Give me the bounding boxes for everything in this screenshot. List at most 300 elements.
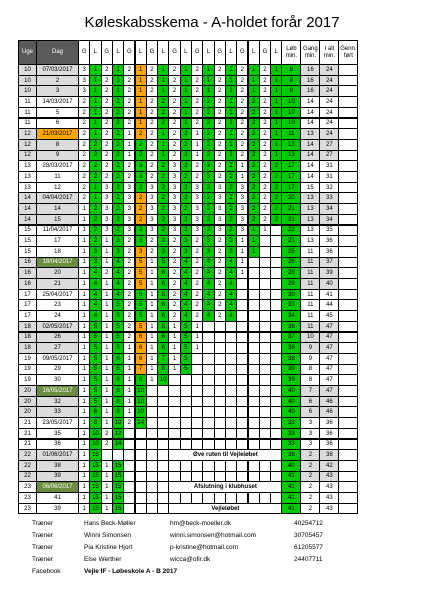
run-minutes-cell: 1 [89, 107, 101, 119]
walk-minutes-cell: 2 [146, 246, 158, 258]
day-cell: 41 [36, 492, 79, 504]
walk-minutes-cell: 1 [191, 128, 203, 140]
trainer-row [32, 532, 412, 543]
run-minutes-cell: 15 [112, 492, 124, 504]
walk-minutes-cell: 1 [78, 374, 90, 386]
week-cell: 12 [18, 128, 37, 140]
walk-minutes-cell: 1 [78, 214, 90, 226]
walk-minutes-cell: 2 [214, 107, 226, 119]
run-minutes-cell: 2 [112, 203, 124, 215]
day-cell: 2 [36, 75, 79, 87]
walk-minutes-cell: 1 [146, 342, 158, 354]
run-minutes-cell: 4 [112, 257, 124, 269]
walk-total-cell: 11 [300, 289, 320, 301]
run-minutes-cell: 1 [89, 118, 101, 130]
run-total-cell: 38 [281, 342, 301, 354]
week-cell: 23 [18, 481, 37, 493]
run-minutes-cell: 4 [180, 278, 192, 290]
run-total-cell: 28 [281, 267, 301, 279]
sum-total-cell: 36 [319, 428, 339, 440]
run-minutes-cell: 2 [225, 214, 237, 226]
walk-minutes-cell: 2 [101, 160, 113, 172]
walk-minutes-cell: 1 [146, 310, 158, 322]
walk-minutes-cell: 3 [101, 225, 113, 237]
week-cell: 19 [18, 364, 37, 376]
sum-total-cell: 24 [319, 118, 339, 130]
run-minutes-cell: 1 [135, 118, 147, 130]
walk-minutes-cell: 3 [236, 192, 248, 204]
run-minutes-cell: 2 [202, 192, 214, 204]
run-total-cell: 36 [281, 449, 301, 461]
run-minutes-cell: 6 [135, 353, 147, 365]
walk-minutes-cell: 2 [123, 278, 135, 290]
run-minutes-cell: 5 [89, 342, 101, 354]
facebook-label: Facebook [32, 568, 61, 575]
run-minutes-cell: 1 [270, 64, 282, 76]
walk-minutes-cell: 1 [101, 289, 113, 301]
run-minutes-cell: 15 [89, 460, 101, 472]
walk-minutes-cell: 3 [123, 225, 135, 237]
walk-minutes-cell: 2 [101, 267, 113, 279]
walk-minutes-cell: 2 [259, 118, 271, 130]
week-cell: 15 [18, 246, 37, 258]
run-minutes-cell: 1 [248, 225, 260, 237]
walk-minutes-cell: 2 [191, 246, 203, 258]
run-total-cell: 34 [281, 310, 301, 322]
run-minutes-cell: 2 [89, 235, 101, 247]
walk-minutes-cell: 2 [191, 118, 203, 130]
week-cell: 23 [18, 503, 37, 515]
trainer-phone: 24407711 [294, 556, 323, 563]
day-cell: 04/04/2017 [36, 192, 79, 204]
run-minutes-cell: 2 [270, 214, 282, 226]
walk-minutes-cell: 2 [78, 128, 90, 140]
walk-minutes-cell: 1 [78, 235, 90, 247]
walk-total-cell: 2 [300, 503, 320, 515]
sum-total-cell: 47 [319, 353, 339, 365]
run-minutes-cell: 4 [202, 299, 214, 311]
header-cell: L [270, 40, 282, 65]
run-minutes-cell: 1 [89, 85, 101, 97]
run-minutes-cell: 4 [202, 267, 214, 279]
run-minutes-cell: 2 [112, 225, 124, 237]
walk-minutes-cell: 1 [101, 417, 113, 429]
run-minutes-cell: 2 [225, 171, 237, 183]
sum-total-cell: 27 [319, 139, 339, 151]
walk-minutes-cell: 2 [168, 75, 180, 87]
walk-minutes-cell: 2 [123, 332, 135, 344]
walk-minutes-cell: 2 [78, 118, 90, 130]
run-minutes-cell: 1 [270, 139, 282, 151]
run-minutes-cell: 2 [180, 225, 192, 237]
run-minutes-cell: 2 [248, 150, 260, 162]
trainer-row [32, 544, 412, 555]
day-cell: 18/04/2017 [36, 257, 79, 269]
walk-total-cell: 8 [300, 364, 320, 376]
walk-minutes-cell: 2 [101, 85, 113, 97]
day-cell: 28/03/2017 [36, 160, 79, 172]
walk-minutes-cell: 2 [123, 289, 135, 301]
walk-minutes-cell: 1 [146, 257, 158, 269]
walk-minutes-cell: 3 [78, 85, 90, 97]
run-minutes-cell: 2 [112, 139, 124, 151]
sum-total-cell: 43 [319, 471, 339, 483]
run-total-cell: 33 [281, 417, 301, 429]
walk-minutes-cell: 2 [168, 96, 180, 108]
walk-minutes-cell: 1 [101, 374, 113, 386]
run-minutes-cell: 5 [89, 332, 101, 344]
walk-total-cell: 2 [300, 471, 320, 483]
walk-minutes-cell: 2 [101, 428, 113, 440]
run-minutes-cell: 6 [157, 332, 169, 344]
run-total-cell: 39 [281, 374, 301, 386]
run-minutes-cell: 2 [135, 128, 147, 140]
walk-minutes-cell: 2 [123, 96, 135, 108]
run-minutes-cell: 4 [202, 310, 214, 322]
walk-minutes-cell: 2 [123, 310, 135, 322]
header-cell: G [236, 40, 248, 65]
header-cell: Løb min. [281, 40, 301, 65]
run-minutes-cell: 1 [135, 96, 147, 108]
week-cell: 18 [18, 332, 37, 344]
week-cell: 21 [18, 439, 37, 451]
walk-minutes-cell: 1 [168, 332, 180, 344]
run-minutes-cell: 5 [180, 353, 192, 365]
run-total-cell: 33 [281, 299, 301, 311]
trainer-email[interactable]: hm@beck-moeller.dk [170, 520, 232, 527]
run-minutes-cell: 1 [202, 75, 214, 87]
run-minutes-cell: 2 [89, 203, 101, 215]
day-cell: 33 [36, 406, 79, 418]
run-minutes-cell: 4 [202, 278, 214, 290]
day-cell: 23 [36, 299, 79, 311]
trainer-name: Winni Simonsen [84, 532, 131, 539]
day-cell: 29 [36, 364, 79, 376]
day-cell: 01/06/2017 [36, 449, 79, 461]
walk-minutes-cell: 2 [191, 171, 203, 183]
walk-total-cell: 11 [300, 299, 320, 311]
trainer-name: Else Werther [84, 556, 122, 563]
run-minutes-cell: 1 [248, 75, 260, 87]
week-cell: 20 [18, 406, 37, 418]
walk-total-cell: 11 [300, 310, 320, 322]
week-cell: 16 [18, 257, 37, 269]
walk-minutes-cell: 1 [78, 481, 90, 493]
run-minutes-cell: 7 [135, 364, 147, 376]
walk-minutes-cell: 2 [236, 139, 248, 151]
run-total-cell: 41 [281, 481, 301, 493]
run-minutes-cell: 5 [135, 257, 147, 269]
run-minutes-cell: 1 [180, 75, 192, 87]
header-cell: L [225, 40, 237, 65]
walk-minutes-cell: 1 [101, 310, 113, 322]
event-banner: Vejleløbet [168, 503, 282, 515]
walk-minutes-cell: 2 [123, 299, 135, 311]
trainer-role: Træner [32, 544, 54, 551]
run-minutes-cell: 1 [225, 85, 237, 97]
run-minutes-cell: 2 [112, 192, 124, 204]
walk-minutes-cell: 2 [168, 310, 180, 322]
walk-minutes-cell: 2 [101, 439, 113, 451]
walk-minutes-cell: 2 [123, 107, 135, 119]
run-total-cell: 40 [281, 406, 301, 418]
run-total-cell: 38 [281, 353, 301, 365]
day-cell: 39 [36, 471, 79, 483]
run-minutes-cell: 2 [180, 192, 192, 204]
walk-minutes-cell: 3 [236, 214, 248, 226]
walk-minutes-cell: 1 [78, 439, 90, 451]
run-total-cell: 40 [281, 385, 301, 397]
walk-minutes-cell: 1 [146, 353, 158, 365]
event-banner: Afslutning i klubhuset [168, 481, 282, 493]
run-minutes-cell: 5 [180, 332, 192, 344]
walk-minutes-cell: 2 [236, 64, 248, 76]
walk-minutes-cell: 1 [78, 203, 90, 215]
walk-minutes-cell: 2 [168, 85, 180, 97]
walk-minutes-cell: 2 [236, 107, 248, 119]
walk-total-cell: 14 [300, 160, 320, 172]
header-cell: L [180, 40, 192, 65]
run-minutes-cell: 1 [225, 150, 237, 162]
walk-minutes-cell: 1 [101, 257, 113, 269]
header-cell: L [89, 40, 101, 65]
week-cell: 22 [18, 460, 37, 472]
run-minutes-cell: 1 [248, 246, 260, 258]
run-minutes-cell: 4 [89, 278, 101, 290]
walk-total-cell: 3 [300, 417, 320, 429]
walk-total-cell: 6 [300, 406, 320, 418]
day-cell: 30 [36, 374, 79, 386]
walk-minutes-cell: 2 [259, 85, 271, 97]
walk-total-cell: 11 [300, 321, 320, 333]
walk-minutes-cell: 2 [191, 64, 203, 76]
walk-minutes-cell: 2 [123, 75, 135, 87]
walk-total-cell: 2 [300, 449, 320, 461]
run-minutes-cell: 5 [112, 332, 124, 344]
walk-minutes-cell: 2 [214, 128, 226, 140]
walk-minutes-cell: 1 [123, 396, 135, 408]
walk-minutes-cell: 1 [78, 289, 90, 301]
walk-minutes-cell: 1 [78, 299, 90, 311]
walk-total-cell: 13 [300, 192, 320, 204]
run-minutes-cell: 8 [112, 406, 124, 418]
week-cell: 11 [18, 96, 37, 108]
walk-minutes-cell: 1 [236, 160, 248, 172]
run-total-cell: 8 [281, 64, 301, 76]
run-minutes-cell: 1 [248, 85, 260, 97]
day-cell: 38 [36, 460, 79, 472]
walk-minutes-cell: 3 [236, 203, 248, 215]
walk-minutes-cell: 1 [146, 374, 158, 386]
run-total-cell: 22 [281, 225, 301, 237]
run-minutes-cell: 2 [248, 192, 260, 204]
run-minutes-cell: 1 [225, 96, 237, 108]
run-minutes-cell: 2 [270, 171, 282, 183]
week-cell: 16 [18, 267, 37, 279]
run-minutes-cell: 6 [112, 353, 124, 365]
walk-minutes-cell: 3 [101, 203, 113, 215]
run-minutes-cell: 3 [135, 160, 147, 172]
walk-minutes-cell: 2 [214, 64, 226, 76]
walk-minutes-cell: 2 [101, 75, 113, 87]
walk-minutes-cell: 3 [214, 192, 226, 204]
trainer-email[interactable]: winni.simonsen@hotmail.com [170, 532, 257, 539]
walk-total-cell: 16 [300, 64, 320, 76]
run-minutes-cell: 5 [112, 342, 124, 354]
walk-total-cell: 8 [300, 374, 320, 386]
walk-minutes-cell: 2 [214, 310, 226, 322]
run-total-cell: 20 [281, 192, 301, 204]
walk-total-cell: 13 [300, 225, 320, 237]
sum-total-cell: 38 [319, 449, 339, 461]
run-minutes-cell: 1 [225, 139, 237, 151]
week-cell: 10 [18, 64, 37, 76]
walk-minutes-cell: 3 [168, 192, 180, 204]
walk-minutes-cell: 1 [101, 385, 113, 397]
walk-minutes-cell: 1 [146, 332, 158, 344]
walk-minutes-cell: 2 [146, 128, 158, 140]
walk-minutes-cell: 2 [191, 267, 203, 279]
walk-minutes-cell: 2 [168, 128, 180, 140]
sum-total-cell: 37 [319, 257, 339, 269]
run-minutes-cell: 2 [112, 128, 124, 140]
trainer-email[interactable]: wicca@ofir.dk [170, 556, 211, 563]
run-minutes-cell: 6 [157, 310, 169, 322]
walk-minutes-cell: 3 [78, 64, 90, 76]
walk-minutes-cell: 1 [78, 449, 90, 461]
run-minutes-cell: 4 [89, 299, 101, 311]
sum-total-cell: 24 [319, 85, 339, 97]
run-minutes-cell: 3 [180, 235, 192, 247]
walk-minutes-cell: 2 [214, 171, 226, 183]
walk-minutes-cell: 2 [168, 289, 180, 301]
run-minutes-cell: 2 [135, 214, 147, 226]
week-cell: 18 [18, 342, 37, 354]
run-minutes-cell: 6 [135, 342, 147, 354]
day-cell: 14/03/2017 [36, 96, 79, 108]
run-minutes-cell: 10 [89, 428, 101, 440]
run-minutes-cell: 2 [180, 139, 192, 151]
sum-total-cell: 43 [319, 492, 339, 504]
run-minutes-cell: 1 [270, 118, 282, 130]
run-minutes-cell: 3 [202, 235, 214, 247]
day-cell: 23/05/2017 [36, 417, 79, 429]
walk-total-cell: 14 [300, 150, 320, 162]
walk-minutes-cell: 3 [123, 203, 135, 215]
walk-minutes-cell: 2 [259, 75, 271, 87]
walk-minutes-cell: 2 [168, 107, 180, 119]
run-minutes-cell: 2 [248, 203, 260, 215]
run-total-cell: 41 [281, 503, 301, 515]
trainer-email[interactable]: p-kristine@hotmail.com [170, 544, 239, 551]
walk-minutes-cell: 1 [123, 385, 135, 397]
walk-minutes-cell: 2 [191, 107, 203, 119]
walk-minutes-cell: 3 [168, 171, 180, 183]
run-total-cell: 41 [281, 492, 301, 504]
completed-cell [338, 503, 358, 515]
sum-total-cell: 45 [319, 310, 339, 322]
week-cell: 18 [18, 321, 37, 333]
run-minutes-cell: 2 [202, 96, 214, 108]
walk-minutes-cell: 3 [146, 214, 158, 226]
walk-minutes-cell: 1 [123, 139, 135, 151]
walk-minutes-cell: 2 [259, 160, 271, 172]
run-minutes-cell: 5 [89, 321, 101, 333]
run-minutes-cell: 5 [89, 364, 101, 376]
sum-total-cell: 31 [319, 171, 339, 183]
run-minutes-cell: 5 [89, 374, 101, 386]
walk-minutes-cell: 2 [123, 160, 135, 172]
header-cell: Gang min. [300, 40, 320, 65]
walk-total-cell: 3 [300, 439, 320, 451]
run-minutes-cell: 1 [180, 96, 192, 108]
run-minutes-cell: 10 [135, 396, 147, 408]
run-minutes-cell: 1 [157, 139, 169, 151]
walk-minutes-cell: 2 [123, 235, 135, 247]
facebook-row [32, 568, 412, 579]
walk-minutes-cell: 2 [168, 150, 180, 162]
run-minutes-cell: 2 [225, 192, 237, 204]
walk-minutes-cell: 1 [146, 289, 158, 301]
walk-minutes-cell: 2 [259, 128, 271, 140]
run-minutes-cell: 6 [157, 267, 169, 279]
run-minutes-cell: 6 [112, 364, 124, 376]
walk-minutes-cell: 1 [101, 406, 113, 418]
run-minutes-cell: 3 [135, 235, 147, 247]
walk-minutes-cell: 2 [101, 107, 113, 119]
week-cell: 22 [18, 449, 37, 461]
walk-minutes-cell: 3 [123, 192, 135, 204]
sum-total-cell: 43 [319, 481, 339, 493]
run-minutes-cell: 8 [157, 364, 169, 376]
run-minutes-cell: 1 [270, 85, 282, 97]
walk-minutes-cell: 3 [214, 203, 226, 215]
run-minutes-cell: 5 [180, 342, 192, 354]
walk-minutes-cell: 3 [214, 182, 226, 194]
walk-minutes-cell: 3 [101, 214, 113, 226]
walk-total-cell: 13 [300, 214, 320, 226]
run-minutes-cell: 6 [157, 278, 169, 290]
walk-minutes-cell: 2 [78, 139, 90, 151]
week-cell: 10 [18, 75, 37, 87]
run-minutes-cell: 15 [89, 481, 101, 493]
sum-total-cell: 47 [319, 342, 339, 354]
run-minutes-cell: 2 [157, 171, 169, 183]
run-minutes-cell: 2 [248, 182, 260, 194]
run-minutes-cell: 15 [112, 481, 124, 493]
run-minutes-cell: 2 [248, 139, 260, 151]
run-total-cell: 8 [281, 75, 301, 87]
walk-minutes-cell: 2 [78, 171, 90, 183]
walk-minutes-cell: 2 [78, 182, 90, 194]
run-minutes-cell: 6 [89, 406, 101, 418]
walk-minutes-cell: 1 [78, 503, 90, 515]
run-minutes-cell: 1 [180, 107, 192, 119]
walk-total-cell: 10 [300, 332, 320, 344]
day-cell: 02/05/2017 [36, 321, 79, 333]
run-minutes-cell: 10 [135, 385, 147, 397]
walk-minutes-cell: 3 [191, 225, 203, 237]
walk-minutes-cell: 3 [168, 225, 180, 237]
header-cell: G [146, 40, 158, 65]
walk-minutes-cell: 2 [168, 118, 180, 130]
run-total-cell: 26 [281, 257, 301, 269]
day-cell: 25/04/2017 [36, 289, 79, 301]
walk-minutes-cell: 2 [123, 246, 135, 258]
run-minutes-cell: 4 [89, 310, 101, 322]
run-total-cell: 10 [281, 107, 301, 119]
walk-minutes-cell: 1 [78, 417, 90, 429]
